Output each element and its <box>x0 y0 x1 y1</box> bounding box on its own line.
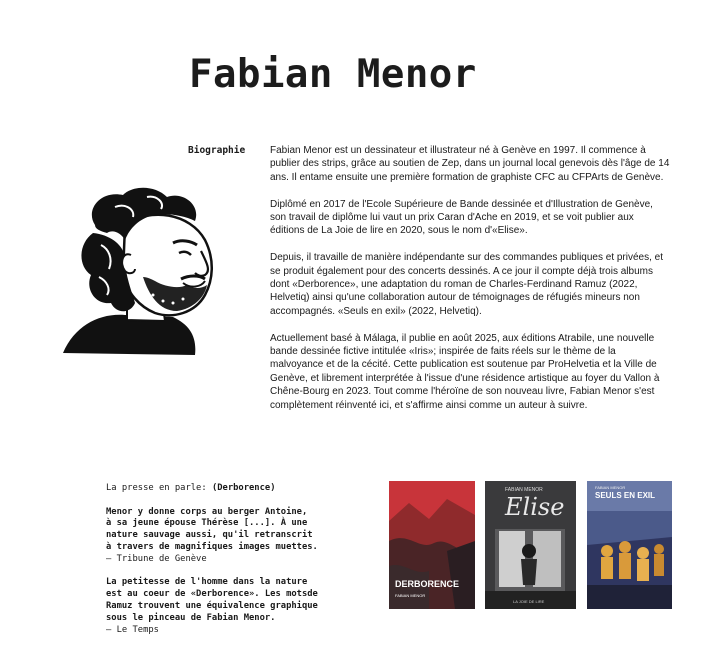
quote-line: à sa jeune épouse Thérèse [...]. À une <box>106 518 308 529</box>
cover-title: Elise <box>505 493 565 521</box>
cover-title: DERBORENCE <box>395 579 460 589</box>
page-title: Fabian Menor <box>189 52 477 97</box>
press-section <box>106 483 356 648</box>
press-heading <box>106 483 356 495</box>
press-quote <box>106 577 356 636</box>
cover-title: SEULS EN EXIL <box>595 491 656 500</box>
quote-line: Menor y donne corps au berger Antoine, <box>106 506 308 517</box>
cover-publisher: LA JOIE DE LIRE <box>513 599 545 604</box>
cover-author: FABIAN MENOR <box>595 485 626 490</box>
quote-line: nature sauvage aussi, qu'il retranscrit <box>106 530 313 541</box>
quote-source: — Tribune de Genève <box>106 553 207 564</box>
bio-paragraph: Depuis, il travaille de manière indépendante sur des commandes publiques et privées, et se produit également pour des concerts dessinés. A ce jour il compte déjà trois albums dont «Derborence», une adaptation du roman de Charles-Ferdinand Ramuz (2022, Helvetiq) ainsi qu'une collaboration autour de témoignages de réfugiés mineurs non accompagnés. «Seuls en exil» (2022, Helvetiq). <box>270 252 664 317</box>
cover-author: FABIAN MENOR <box>505 487 543 493</box>
book-cover-derborence[interactable] <box>389 481 475 609</box>
quote-source: — Le Temps <box>106 624 159 635</box>
bio-paragraph: Fabian Menor est un dessinateur et illustrateur né à Genève en 1997. Il commence à publier des strips, grâce au soutien de Zep, dans un journal local genevois dès l'âge de 14 ans. Il entame ensuite une première formation de graphiste CFC au CFPArts de Genève. <box>270 145 670 183</box>
press-quote <box>106 507 356 566</box>
quote-line: à travers de magnifiques images muettes. <box>106 541 318 552</box>
biography-text <box>270 144 670 425</box>
quote-line: est au coeur de «Derborence». Les motsde <box>106 589 318 600</box>
quote-line: sous le pinceau de Fabian Menor. <box>106 612 276 623</box>
author-portrait-illustration <box>55 185 225 360</box>
bio-paragraph: Actuellement basé à Málaga, il publie en août 2025, aux éditions Atrabile, une nouvelle bande dessinée fictive intitulée «Iris»; inspirée de faits réels sur le thème de la malvoyance et de la cécité. Cette publication est soutenue par ProHelvetia et la Ville de Genève, et librement interprétée à l'issue d'une résidence artistique au foyer du Vallon à Chêne-Bourg en 2023. Tout comme l'héroïne de son nouveau livre, Fabian Menor s'est complètement réinventé ici, et s'affirme ainsi comme un auteur à suivre. <box>270 332 660 411</box>
quote-line: La petitesse de l'homme dans la nature <box>106 577 308 588</box>
bio-paragraph: Diplômé en 2017 de l'Ecole Supérieure de Bande dessinée et d'Illustration de Genève, son travail de diplôme lui vaut un prix Caran d'Ache en 2019, et se voit publier aux éditions de La Joie de lire en 2020, sous le nom d'«Elise». <box>270 198 653 237</box>
book-cover-elise[interactable] <box>485 481 576 609</box>
press-intro: La presse en parle: <box>106 483 207 493</box>
book-cover-seuls-en-exil[interactable] <box>587 481 672 609</box>
cover-author: FABIAN MENOR <box>395 593 426 598</box>
biography-label: Biographie <box>188 145 246 156</box>
quote-line: Ramuz trouvent une équivalence graphique <box>106 600 318 611</box>
press-book-title: (Derborence) <box>211 483 276 493</box>
